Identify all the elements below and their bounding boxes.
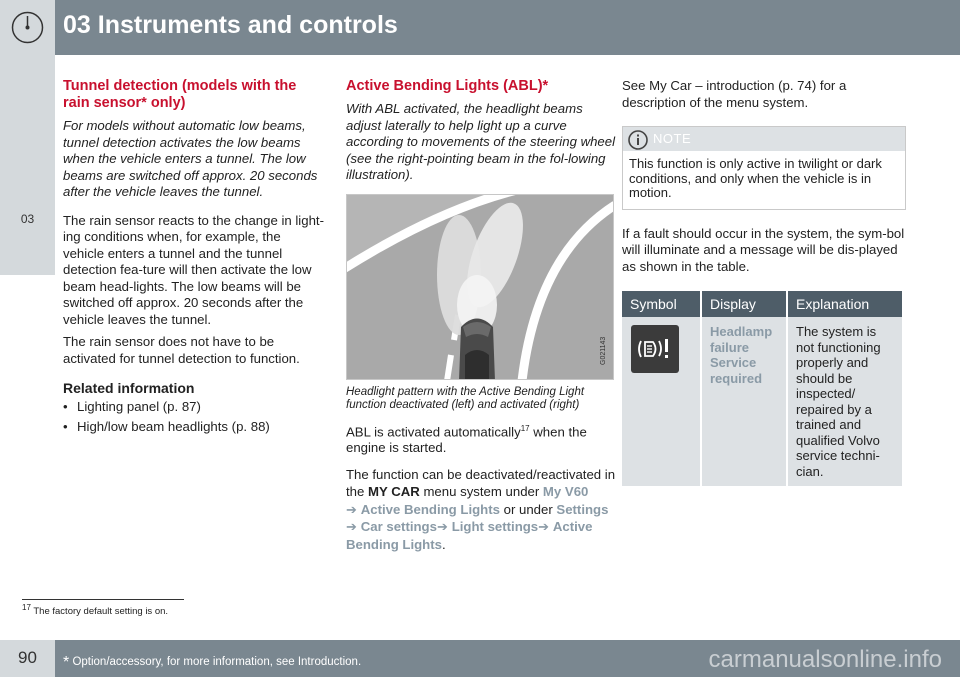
table-header-symbol: Symbol [622, 291, 700, 317]
chapter-tab[interactable]: 03 [20, 212, 35, 226]
section-heading: Tunnel detection (models with the rain sensor* only) [63, 78, 297, 111]
table-header-display: Display [702, 291, 786, 317]
footnote: $^{17}$ The factory default setting is on. [22, 603, 169, 618]
related-info-heading: Related information [63, 380, 195, 396]
arrow-icon: ➔ [346, 501, 358, 517]
road-curve-illustration [347, 195, 614, 380]
page-header [0, 0, 960, 55]
symbol-table [620, 291, 904, 486]
menu-item: Light settings [451, 519, 539, 535]
related-info-list [63, 399, 325, 435]
related-link[interactable]: • High/low beam headlights (p. 88) [63, 419, 325, 436]
paragraph: The rain sensor reacts to the change in light-ing conditions when, for example, the vehicle enters a tunnel and the tunnel detection fea-ture will then activate the low beam head-lights. The low beams will be switched off approx. 20 seconds after the vehicle leaves the tunnel. [63, 212, 324, 327]
paragraph: The rain sensor does not have to be activated for tunnel detection to function. [63, 334, 300, 366]
headlamp-warning-icon [631, 325, 679, 373]
page-number: 90 [18, 648, 37, 667]
gauge-icon [0, 0, 55, 55]
table-row [622, 317, 902, 486]
paragraph: If a fault should occur in the system, the sym-bol will illuminate and a message will be dis-played as shown in the table. [622, 225, 905, 274]
page-footer [0, 640, 960, 677]
section-intro: With ABL activated, the headlight beams adjust laterally to help light up a curve according to movements of the steering wheel (see the right-pointing beam in the fol-lowing illustration). [346, 101, 616, 182]
menu-path-paragraph: The function can be deactivated/reactivated in the MY CAR menu system under My V60 ➔ Active Bending Lights or under Settings ➔ Car settings➔ Light settings➔ Active Bending Lights. [346, 466, 616, 552]
column-abl-continued [622, 78, 906, 486]
menu-item: Active Bending Lights [346, 519, 593, 552]
arrow-icon: ➔ [346, 519, 358, 535]
display-message: Headlamp failure Service required [702, 317, 786, 486]
arrow-icon: ➔ [436, 519, 449, 535]
note-box [622, 126, 906, 210]
symbol-cell [622, 317, 700, 486]
footnote-divider [22, 599, 184, 600]
chapter-icon-box [0, 0, 55, 55]
column-abl [346, 78, 616, 553]
menu-item: Car settings [360, 519, 437, 535]
paragraph: See My Car – introduction (p. 74) for a description of the menu system. [622, 78, 847, 110]
footer-note: * Option/accessory, for more information, see Introduction. [63, 654, 362, 671]
arrow-icon: ➔ [538, 519, 550, 535]
figure-caption: Headlight pattern with the Active Bending Light function deactivated (left) and activated (right) [346, 385, 585, 411]
note-body: This function is only active in twilight or dark conditions, and only when the vehicle is in motion. [629, 156, 882, 200]
section-intro: For models without automatic low beams, tunnel detection activates the low beams when the vehicle enters a tunnel. The low beams are switched off approx. 20 seconds after the vehicle leaves the tunnel. [63, 118, 318, 199]
table-header-explanation: Explanation [788, 291, 902, 317]
menu-item: Settings [556, 501, 609, 517]
headlight-illustration [346, 194, 614, 380]
menu-item: Active Bending Lights [360, 501, 500, 517]
paragraph: ABL is activated automatically$^{17}$ when the engine is started. [346, 423, 587, 456]
explanation-cell: The system is not functioning properly and should be inspected/ repaired by a trained and qualified Volvo service techni-cian. [788, 317, 902, 486]
watermark: carmanualsonline.info [708, 646, 942, 673]
chapter-title: 03 Instruments and controls [63, 11, 398, 39]
info-icon [626, 128, 650, 152]
footnote-ref[interactable]: 17 [520, 423, 530, 433]
related-link[interactable]: • Lighting panel (p. 87) [63, 399, 325, 416]
note-header [623, 127, 905, 151]
page-number-box [0, 640, 55, 677]
chapter-sidebar [0, 55, 55, 275]
figure-code: G021143 [600, 336, 607, 365]
note-title: NOTE [653, 131, 692, 146]
menu-item: My V60 [542, 484, 589, 500]
section-heading: Active Bending Lights (ABL)* [346, 78, 549, 94]
column-tunnel-detection [63, 78, 325, 435]
